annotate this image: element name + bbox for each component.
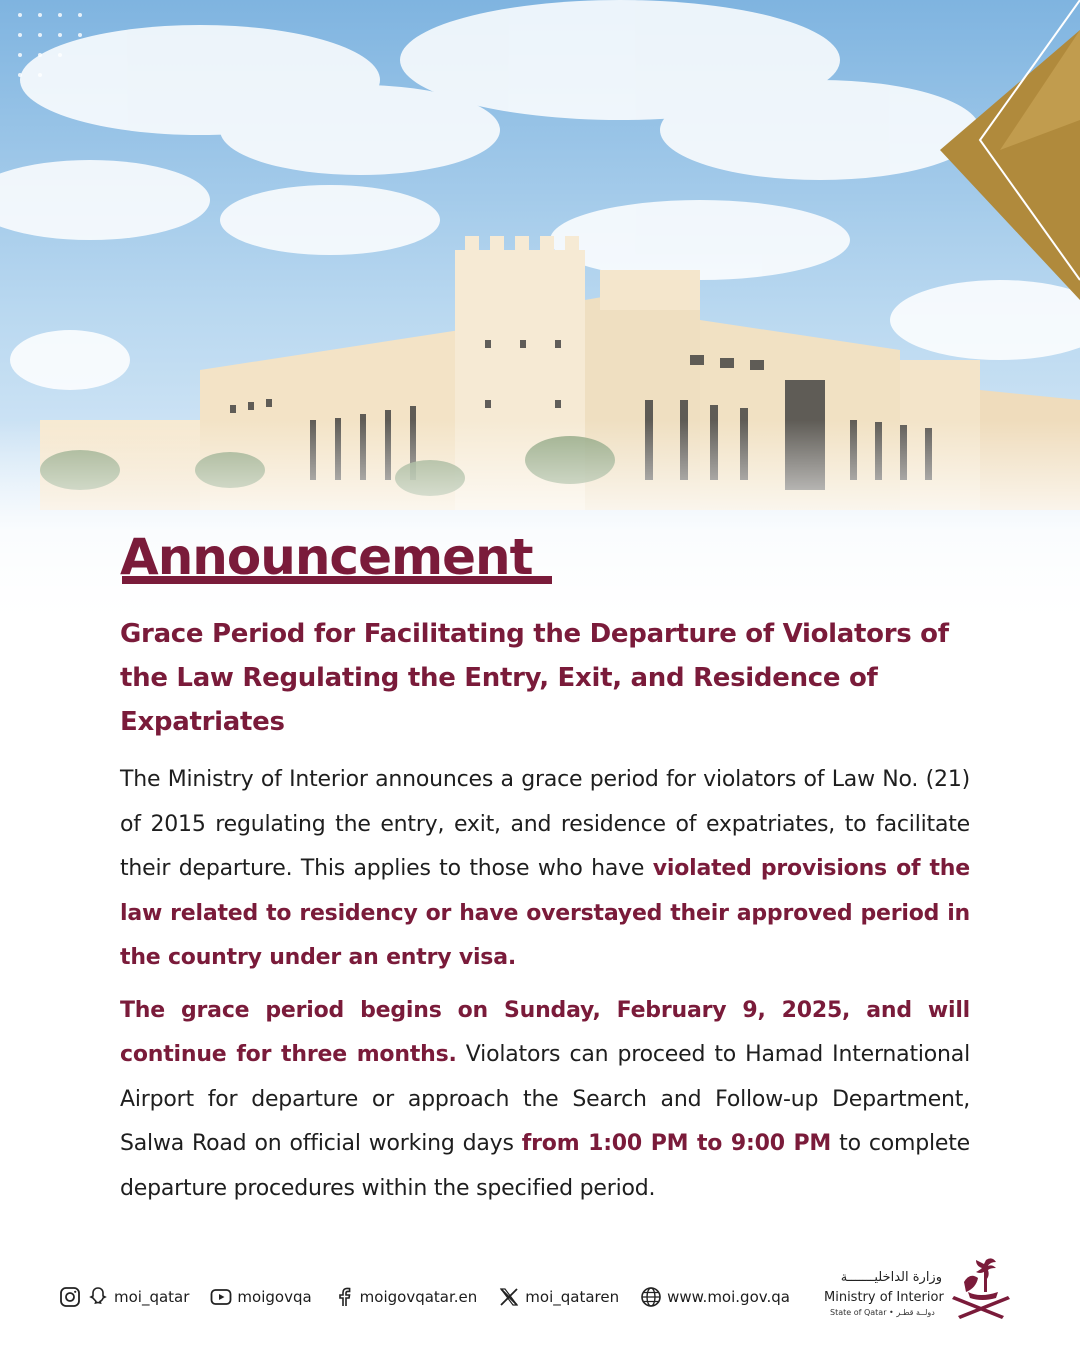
paragraph-2 xyxy=(120,989,970,1212)
youtube-link[interactable] xyxy=(209,1285,311,1309)
ministry-logo xyxy=(822,1252,1022,1322)
youtube-icon xyxy=(209,1285,233,1309)
paragraph-2-text-middle: Violators can proceed to Hamad International Airport for departure or approach the Search and Follow-up Department, Salwa Road on official working days xyxy=(120,1042,970,1156)
youtube-handle: moigovqa xyxy=(237,1288,312,1306)
website-link[interactable] xyxy=(639,1285,790,1309)
x-icon xyxy=(497,1285,521,1309)
facebook-icon xyxy=(332,1285,356,1309)
instagram-snapchat-link[interactable] xyxy=(58,1285,189,1309)
hero-building-image xyxy=(0,0,1080,620)
announcement-subtitle: Grace Period for Facilitating the Departure of Violators of the Law Regulating the Entry, Exit, and Residence of Expatriates xyxy=(120,619,949,737)
paragraph-2-highlight-start: The grace period begins on Sunday, February 9, 2025, and will continue for three months. xyxy=(120,997,970,1067)
x-link[interactable] xyxy=(497,1285,619,1309)
page-title: Announcement xyxy=(120,528,533,586)
qatar-emblem-icon xyxy=(946,1252,1016,1322)
facebook-link[interactable] xyxy=(332,1285,478,1309)
ministry-arabic-name: وزارة الداخليـــــــة xyxy=(840,1270,942,1285)
social-links xyxy=(58,1282,810,1312)
globe-icon xyxy=(639,1285,663,1309)
gold-corner-ornament xyxy=(920,0,1080,320)
state-of-qatar-line: State of Qatar • دولــة قطـر xyxy=(830,1308,935,1317)
ministry-english-name: Ministry of Interior xyxy=(824,1290,944,1305)
instagram-snapchat-handle: moi_qatar xyxy=(114,1288,190,1306)
website-url: www.moi.gov.qa xyxy=(667,1288,790,1306)
facebook-handle: moigovqatar.en xyxy=(359,1288,478,1306)
heading-block xyxy=(120,528,533,590)
paragraph-2-text-end: to complete departure procedures within the specified period. xyxy=(120,1131,970,1201)
x-handle: moi_qataren xyxy=(525,1288,620,1306)
paragraph-1-highlight: violated provisions of the law related to residency or have overstayed their approved period in the country under an entry visa. xyxy=(120,856,970,970)
snapchat-icon xyxy=(86,1285,110,1309)
announcement-content xyxy=(120,528,970,1211)
paragraph-1 xyxy=(120,758,970,981)
instagram-icon xyxy=(58,1285,82,1309)
paragraph-1-text: The Ministry of Interior announces a grace period for violators of Law No. (21) of 2015 regulating the entry, exit, and residence of expatriates, to facilitate their departure. This applies to those who have xyxy=(120,767,970,881)
paragraph-2-highlight-hours: from 1:00 PM to 9:00 PM xyxy=(521,1131,832,1156)
